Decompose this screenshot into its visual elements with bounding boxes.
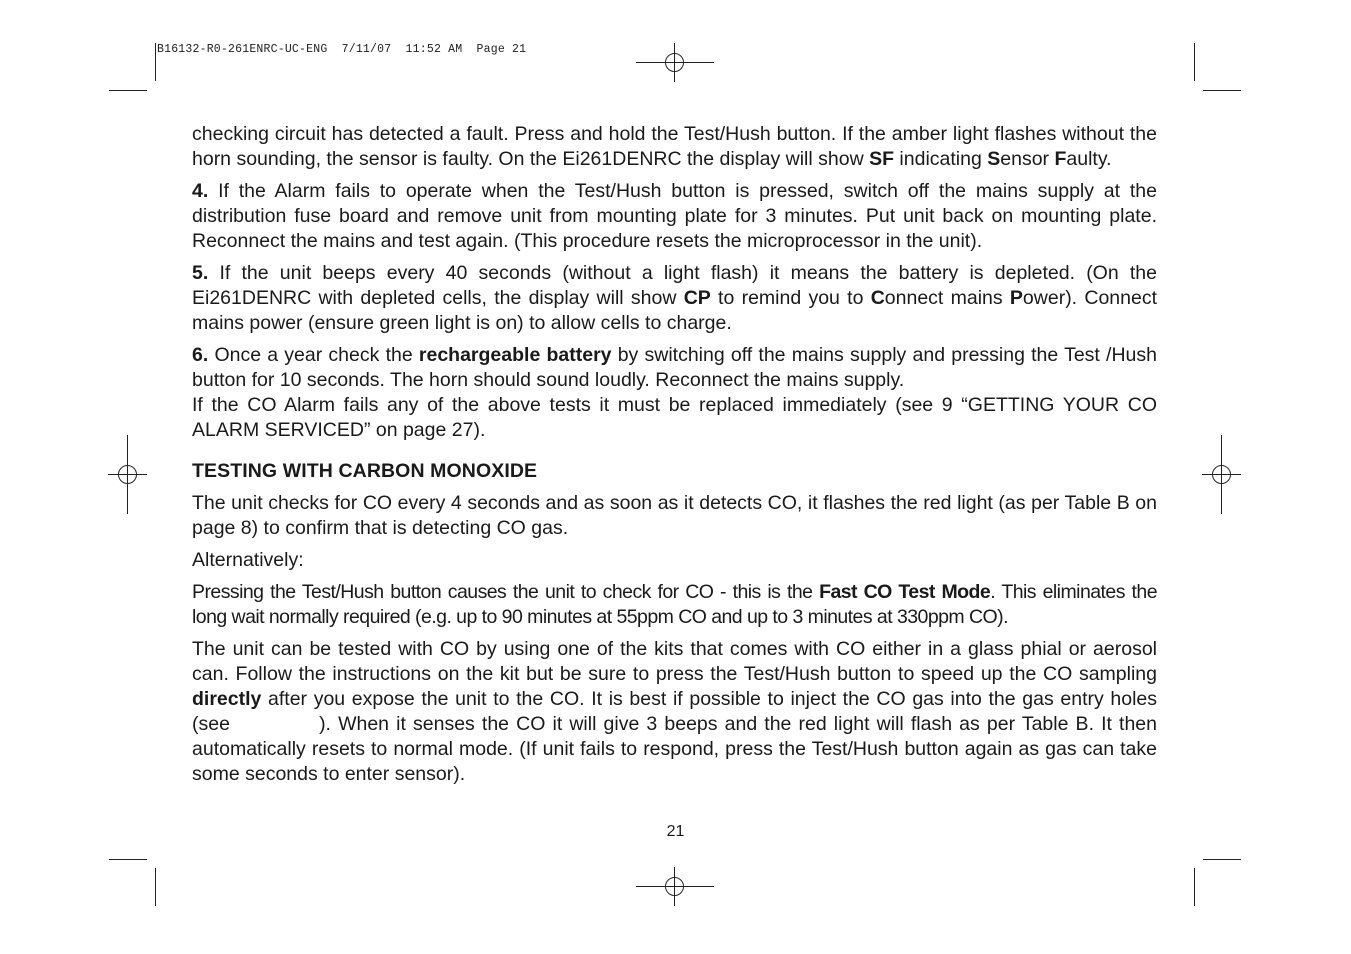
paragraph-alternatively: Alternatively: <box>192 549 304 571</box>
paragraph-fault-check: checking circuit has detected a fault. Press and hold the Test/Hush button. If the amber light flashes without the horn sounding, the sensor is faulty. On the Ei261DENRC the display will show SF indicating Sensor Faulty. <box>192 123 1157 170</box>
paragraph-replace-notice: If the CO Alarm fails any of the above tests it must be replaced immediately (see 9 “GETTING YOUR CO ALARM SERVICED” on page 27). <box>192 394 1157 441</box>
document-body <box>192 122 1157 787</box>
paragraph-step-6: 6. Once a year check the rechargeable battery by switching off the mains supply and pressing the Test /Hush button for 10 seconds. The horn should sound loudly. Reconnect the mains supply. <box>192 344 1157 391</box>
step-number: 4. <box>192 180 209 202</box>
print-slug: B16132-R0-261ENRC-UC-ENG 7/11/07 11:52 AM Page 21 <box>157 43 527 56</box>
paragraph-co-check: The unit checks for CO every 4 seconds and as soon as it detects CO, it flashes the red light (as per Table B on page 8) to confirm that is detecting CO gas. <box>192 492 1157 539</box>
paragraph-step-4: 4. If the Alarm fails to operate when the Test/Hush button is pressed, switch off the mains supply at the distribution fuse board and remove unit from mounting plate for 3 minutes. Put unit back on mounting plate. Reconnect the mains and test again. (This procedure resets the microprocessor in the unit). <box>192 180 1157 252</box>
step-number: 6. <box>192 344 209 366</box>
paragraph-step-5: 5. If the unit beeps every 40 seconds (without a light flash) it means the battery is depleted. (On the Ei261DENRC with depleted cells, the display will show CP to remind you to Connect mains Power). Connect mains power (ensure green light is on) to allow cells to charge. <box>192 262 1157 334</box>
registration-mark-bottom <box>636 867 714 906</box>
registration-mark-top <box>636 43 714 82</box>
paragraph-co-kit-test: The unit can be tested with CO by using one of the kits that comes with CO either in a glass phial or aerosol can. Follow the instructions on the kit but be sure to press the Test/Hush button to speed up the CO sampling directly after you expose the unit to the CO. It is best if possible to inject the CO gas into the gas entry holes (see ). When it senses the CO it will give 3 beeps and the red light will flash as per Table B. It then automatically resets to normal mode. (If unit fails to respond, press the Test/Hush button again as gas can take some seconds to enter sensor). <box>192 638 1157 785</box>
paragraph-fast-co-test: Pressing the Test/Hush button causes the unit to check for CO - this is the Fast CO Test Mode. This eliminates the long wait normally required (e.g. up to 90 minutes at 55ppm CO and up to 3 minutes at 330ppm CO). <box>192 581 1157 628</box>
step-number: 5. <box>192 262 209 284</box>
page-number: 21 <box>666 823 685 840</box>
display-code-sf: SF <box>869 148 894 170</box>
registration-mark-left <box>108 435 147 514</box>
registration-mark-right <box>1202 435 1241 514</box>
display-code-cp: CP <box>683 287 711 309</box>
section-heading: TESTING WITH CARBON MONOXIDE <box>192 460 538 482</box>
